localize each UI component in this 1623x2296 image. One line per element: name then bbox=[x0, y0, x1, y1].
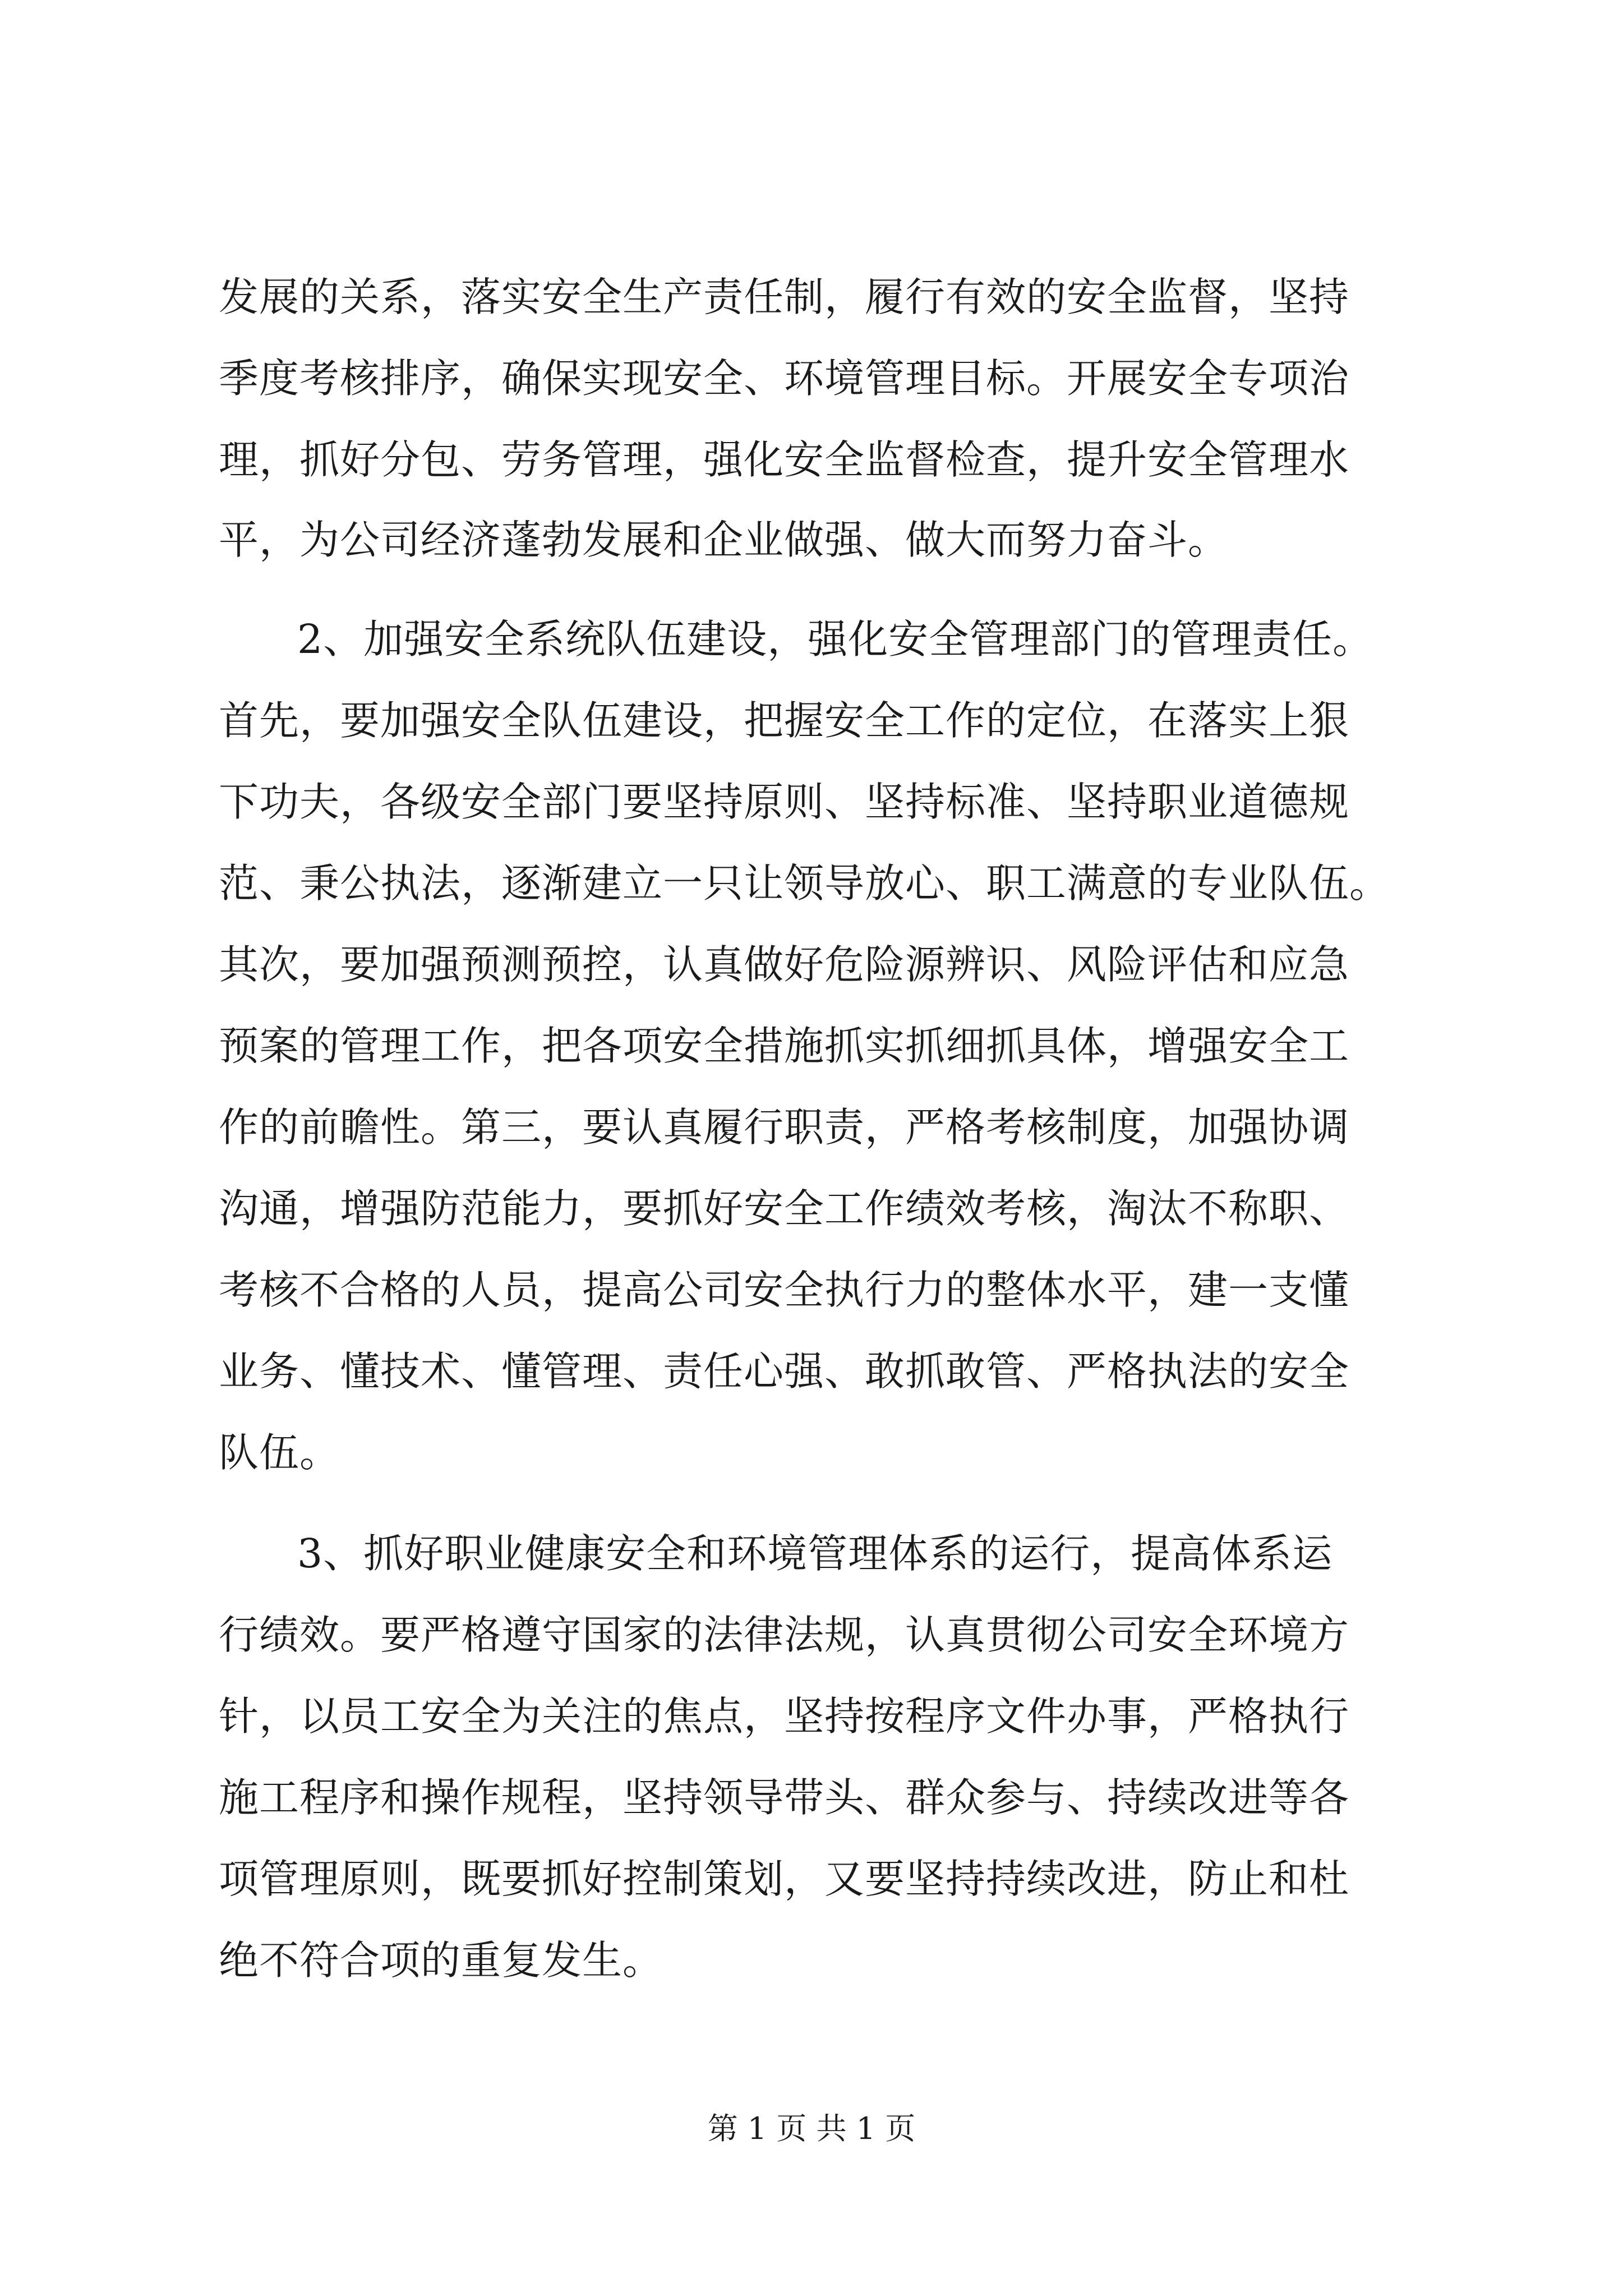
text-line: 项管理原则，既要抓好控制策划，又要坚持持续改进，防止和杜 bbox=[219, 1856, 1350, 1902]
text-line: 理，抓好分包、劳务管理，强化安全监督检查，提升安全管理水 bbox=[219, 436, 1350, 483]
text-line: 平，为公司经济蓬勃发展和企业做强、做大而努力奋斗。 bbox=[219, 517, 1229, 563]
text-line: 2、加强安全系统队伍建设，强化安全管理部门的管理责任。 bbox=[297, 616, 1373, 662]
text-line: 作的前瞻性。第三，要认真履行职责，严格考核制度，加强协调 bbox=[219, 1104, 1350, 1151]
text-line: 施工程序和操作规程，坚持领导带头、群众参与、持续改进等各 bbox=[219, 1774, 1350, 1821]
text-line: 下功夫，各级安全部门要坚持原则、坚持标准、坚持职业道德规 bbox=[219, 779, 1350, 825]
text-line: 沟通，增强防范能力，要抓好安全工作绩效考核，淘汰不称职、 bbox=[219, 1185, 1350, 1232]
page-footer: 第 1 页 共 1 页 bbox=[707, 2111, 916, 2146]
text-line: 行绩效。要严格遵守国家的法律法规，认真贯彻公司安全环境方 bbox=[219, 1612, 1350, 1658]
text-line: 季度考核排序，确保实现安全、环境管理目标。开展安全专项治 bbox=[219, 355, 1350, 402]
text-line: 队伍。 bbox=[219, 1429, 340, 1476]
text-line: 发展的关系，落实安全生产责任制，履行有效的安全监督，坚持 bbox=[219, 274, 1350, 320]
text-line: 预案的管理工作，把各项安全措施抓实抓细抓具体，增强安全工 bbox=[219, 1023, 1350, 1069]
text-line: 针，以员工安全为关注的焦点，坚持按程序文件办事，严格执行 bbox=[219, 1693, 1350, 1740]
text-line: 首先，要加强安全队伍建设，把握安全工作的定位，在落实上狠 bbox=[219, 697, 1350, 744]
text-line: 业务、懂技术、懂管理、责任心强、敢抓敢管、严格执法的安全 bbox=[219, 1348, 1350, 1395]
text-line: 其次，要加强预测预控，认真做好危险源辨识、风险评估和应急 bbox=[219, 941, 1350, 988]
text-line: 绝不符合项的重复发生。 bbox=[219, 1937, 663, 1984]
text-line: 范、秉公执法，逐渐建立一只让领导放心、职工满意的专业队伍。 bbox=[219, 860, 1390, 907]
text-line: 3、抓好职业健康安全和环境管理体系的运行，提高体系运 bbox=[297, 1530, 1333, 1577]
text-line: 考核不合格的人员，提高公司安全执行力的整体水平，建一支懂 bbox=[219, 1267, 1350, 1313]
